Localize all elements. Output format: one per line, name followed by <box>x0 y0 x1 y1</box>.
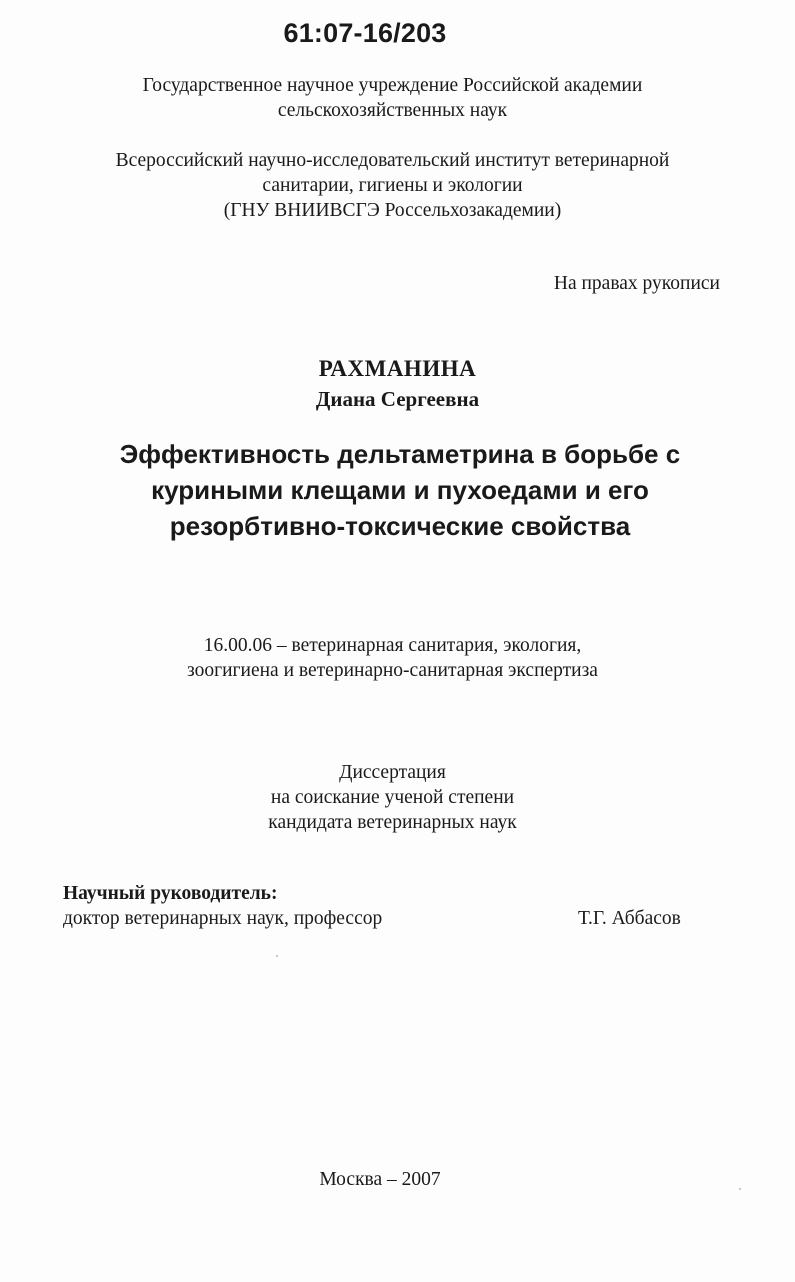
scan-speck <box>276 955 278 957</box>
degree-line-3: кандидата ветеринарных наук <box>268 812 517 833</box>
institute-name <box>40 148 745 223</box>
dissertation-title <box>60 436 740 544</box>
supervisor-degree: доктор ветеринарных наук, профессор <box>63 908 383 929</box>
scan-speck <box>739 1188 741 1190</box>
institute-line-2: санитарии, гигиены и экологии <box>262 175 523 196</box>
organization-line-1: Государственное научное учреждение Российской академии <box>142 75 643 96</box>
institute-line-3: (ГНУ ВНИИВСГЭ Россельхозакадемии) <box>223 200 562 221</box>
degree-line-1: Диссертация <box>339 762 446 783</box>
title-line-3: резорбтивно-токсические свойства <box>169 511 631 541</box>
dissertation-degree <box>40 760 745 835</box>
manuscript-note: На правах рукописи <box>553 273 720 294</box>
specialty <box>40 633 745 683</box>
institute-line-1: Всероссийский научно-исследовательский институт ветеринарной <box>115 150 670 171</box>
title-line-2: куриными клещами и пухоедами и его <box>151 475 649 505</box>
organization-name <box>40 73 745 123</box>
degree-line-2: на соискание ученой степени <box>270 787 515 808</box>
title-line-1: Эффективность дельтаметрина в борьбе с <box>119 439 681 469</box>
author-given-names: Диана Сергеевна <box>315 387 480 411</box>
supervisor-name: Т.Г. Аббасов <box>578 908 681 929</box>
document-code: 61:07-16/203 <box>283 18 447 48</box>
organization-line-2: сельскохозяйственных наук <box>277 100 508 121</box>
city-year: Москва – 2007 <box>319 1169 441 1190</box>
specialty-line-1: 16.00.06 – ветеринарная санитария, экология, <box>203 635 582 656</box>
specialty-line-2: зоогигиена и ветеринарно-санитарная экспертиза <box>187 660 598 681</box>
author-surname: РАХМАНИНА <box>318 356 477 381</box>
supervisor-label: Научный руководитель: <box>63 883 278 904</box>
